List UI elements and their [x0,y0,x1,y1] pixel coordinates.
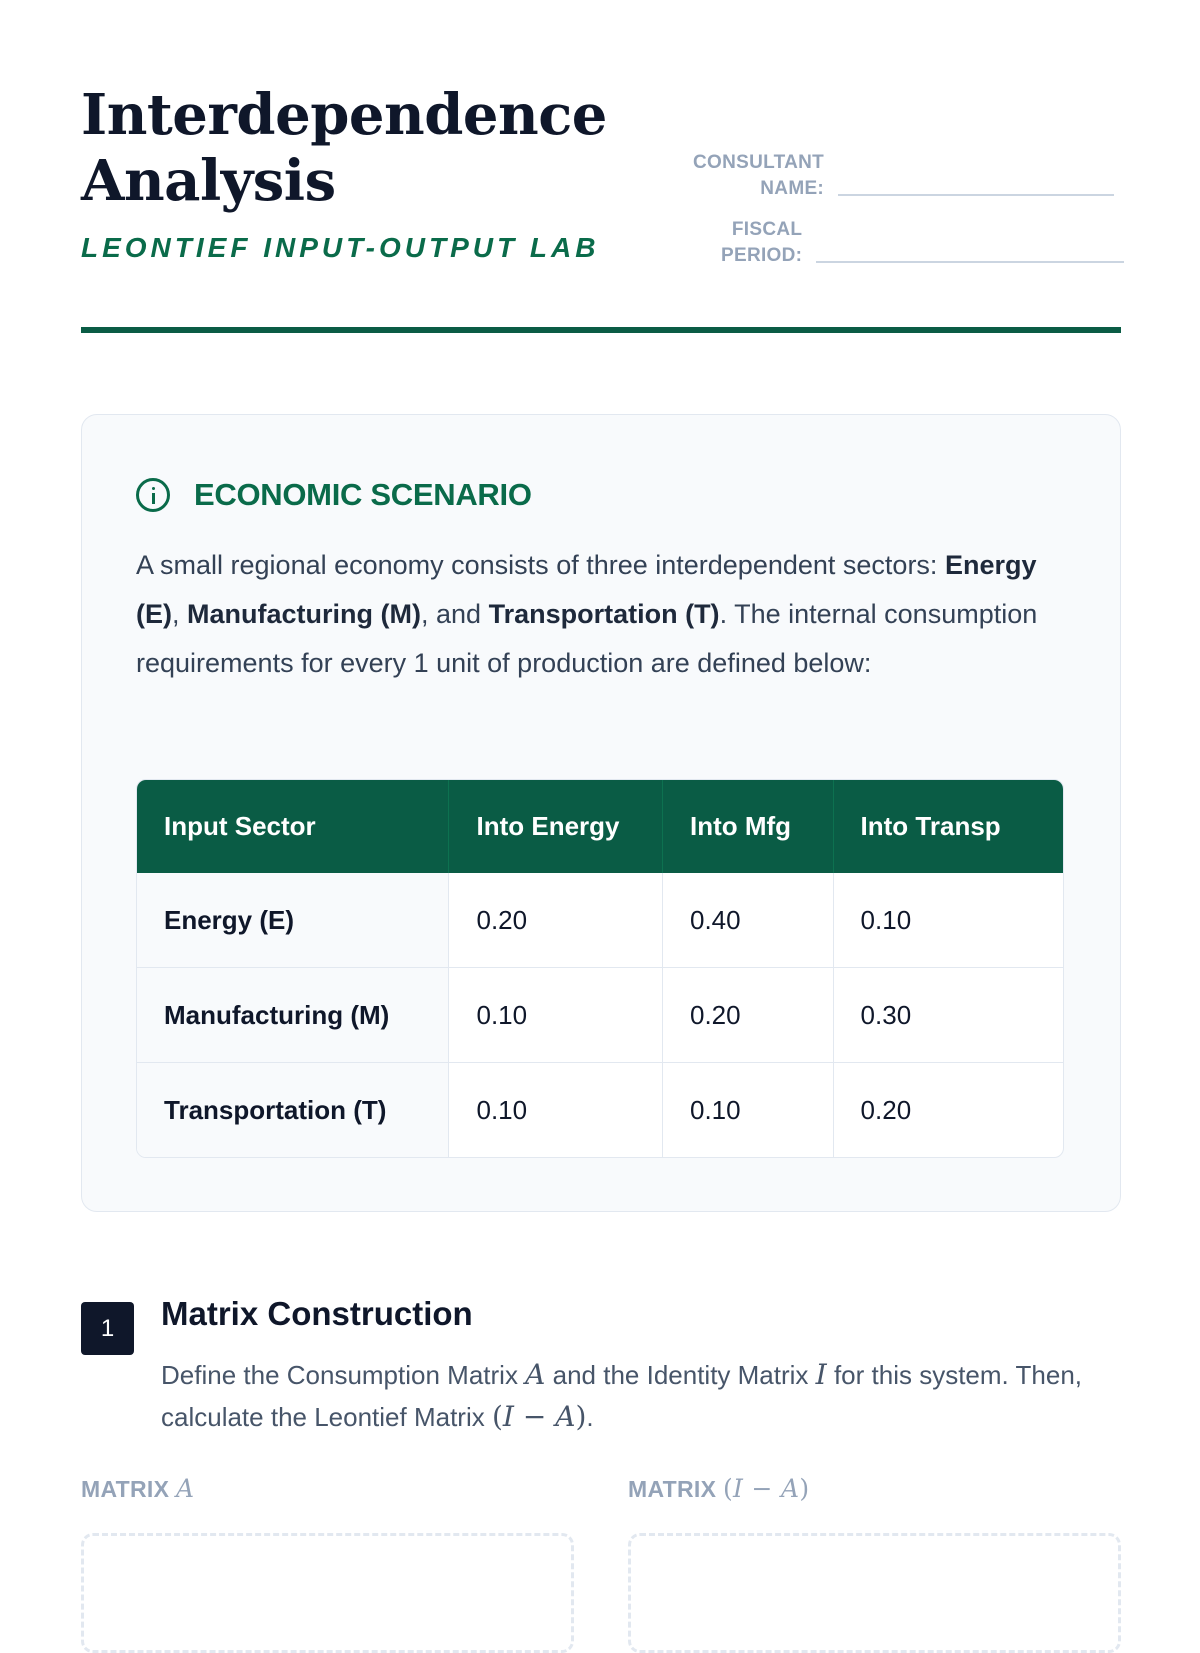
matrix-i-minus-a-label: MATRIX (I − A) [628,1474,810,1503]
table-row [137,967,1063,1062]
step-description: Define the Consumption Matrix A and the Identity Matrix I for this system. Then, calculate the Leontief Matrix (I − A). [161,1358,1082,1433]
table-row [137,873,1063,967]
sector-manufacturing: Manufacturing (M) [187,599,421,629]
symbol-i: I [815,1358,827,1391]
table-cell: 0.10 [449,967,663,1062]
column-header: Into Mfg [663,780,834,873]
scenario-title: ECONOMIC SCENARIO [194,477,532,512]
scenario-description: A small regional economy consists of three interdependent sectors: Energy (E), Manufacturing (M), and Transportation (T). The internal consumption requirements for every 1 unit of production are defined below: [136,550,1038,678]
header [81,0,1121,335]
table-cell: 0.10 [860,904,912,935]
title-line-2: Analysis [81,148,336,214]
symbol-a: A [525,1358,546,1391]
info-icon [136,478,170,512]
row-header: Transportation (T) [137,1062,449,1157]
table-cell: 0.20 [663,967,834,1062]
table-cell: 0.20 [449,873,663,967]
consultant-name-label: CONSULTANT NAME: [693,152,825,199]
column-header: Into Transp [834,780,1063,873]
page-subtitle: LEONTIEF INPUT-OUTPUT LAB [81,232,600,263]
fiscal-period-label: FISCAL PERIOD: [721,219,803,266]
fiscal-period-field[interactable] [721,217,1124,269]
table-cell: 0.20 [834,1062,1063,1157]
consultant-name-line[interactable] [838,194,1114,196]
step-title: Matrix Construction [161,1295,473,1332]
input-output-table [136,779,1064,1158]
scenario-heading [136,477,532,513]
row-header: Manufacturing (M) [137,967,449,1062]
table-cell: 0.30 [834,967,1063,1062]
consultant-name-field[interactable] [693,150,1114,202]
table-cell: 0.10 [663,1062,834,1157]
column-header: Input Sector [137,780,449,873]
fiscal-period-line[interactable] [816,261,1124,263]
column-header: Into Energy [449,780,663,873]
table-cell: 0.40 [663,873,834,967]
scenario-card [81,414,1121,1212]
step-number-badge: 1 [81,1302,134,1355]
table-header-row [137,780,1063,873]
matrix-a-answer-box[interactable] [81,1533,574,1653]
table-cell: 0.10 [449,1062,663,1157]
matrix-a-label: MATRIX A [81,1474,195,1503]
matrix-i-minus-a-answer-box[interactable] [628,1533,1121,1653]
header-divider [81,327,1121,333]
page-title [81,82,607,214]
row-header: Energy (E) [137,873,449,967]
table-row [137,1062,1063,1157]
title-line-1: Interdependence [81,82,607,148]
sector-energy: Energy (E) [136,550,1037,629]
sector-transportation: Transportation (T) [488,599,720,629]
